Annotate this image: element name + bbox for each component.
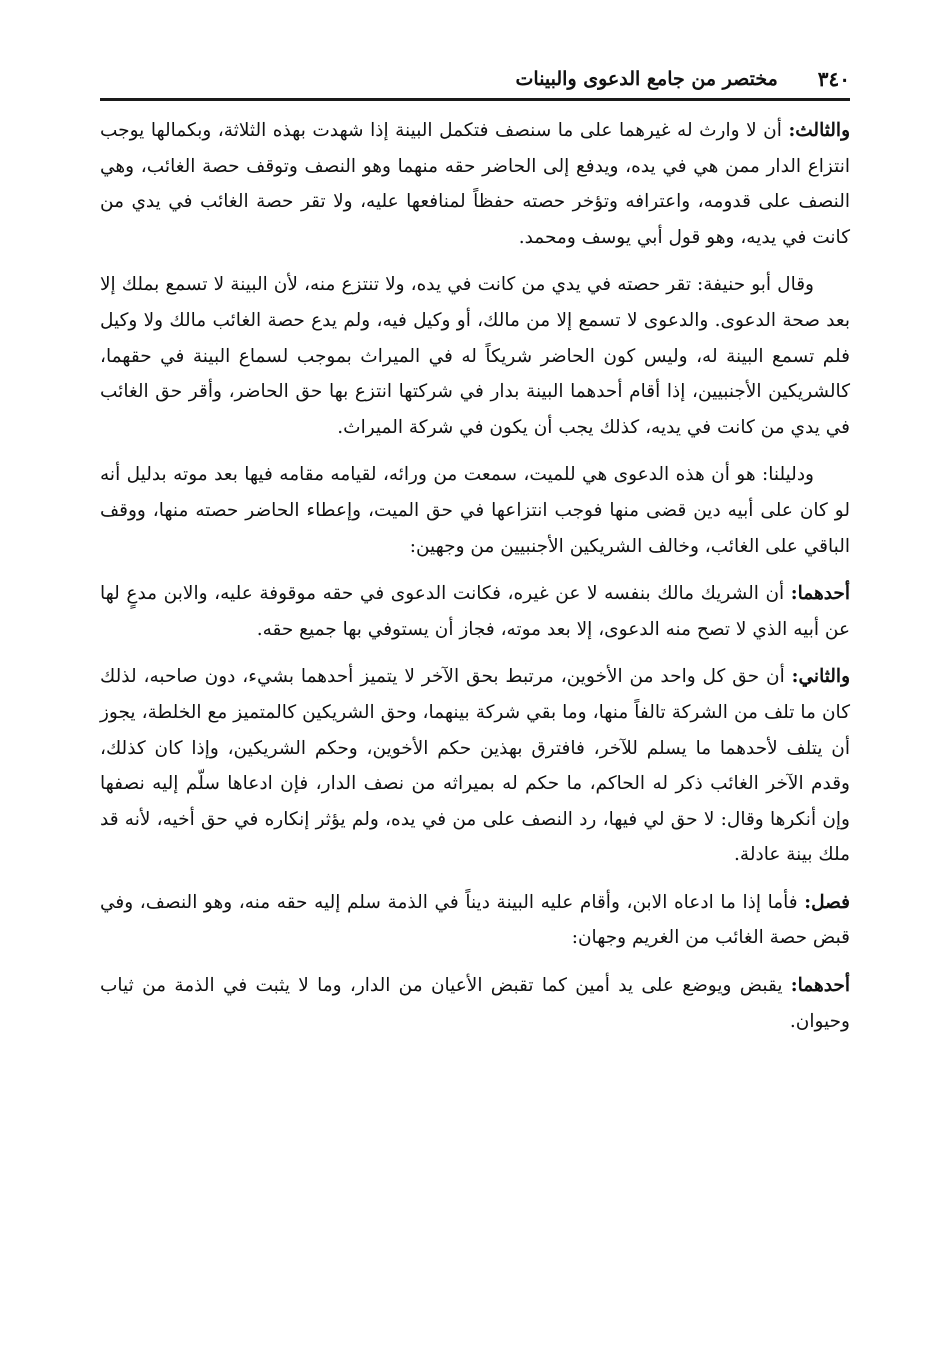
running-header (100, 60, 850, 101)
paragraph-text: أن لا وارث له غيرهما على ما سنصف فتكمل البينة إذا شهدت بهذه الثلاثة، وبكمالها يوجب انتزاع الدار ممن هي في يده، ويدفع إلى الحاضر حقه منهما وهو النصف وتوقف حصة الغائب، وهي النصف على قدومه، واعترافه وتؤخر حصته حفظاً لمنافعها عليه، ولا تقر حصة الغائب في يدي من كانت في يديه، وهو قول أبي يوسف ومحمد. (100, 120, 850, 248)
paragraph-third (100, 113, 850, 255)
paragraph-first-aspect (100, 576, 850, 647)
paragraph-first-view (100, 968, 850, 1039)
paragraph-lead: أحدهما: (790, 583, 850, 605)
paragraph-lead: أحدهما: (790, 975, 850, 997)
paragraph-text: أن حق كل واحد من الأخوين، مرتبط بحق الآخر لا يتميز أحدهما بشيء، دون صاحبه، لذلك كان ما تلف من الشركة تالفاً منها، وما بقي شركة بينهما، وحق الشريكين كالمتميز مع الخلطة، يجوز أن يتلف لأحدهما ما يسلم للآخر، فافترق بهذين حكم الأخوين، وحكم الشريكين، وإذا كان كذلك، وقدم الآخر الغائب ذكر له الحاكم، ما حكم له بميراثه من نصف الدار، فإن ادعاها سلّم إليه نصفها وإن أنكرها وقال: لا حق لي فيها، رد النصف على من في يده، ولم يؤثر إنكاره في حق أخيه، لأنه قد ملك بينة عادلة. (100, 666, 850, 866)
paragraph-second-aspect (100, 659, 850, 873)
body-text (100, 113, 850, 1039)
paragraph-text: ودليلنا: هو أن هذه الدعوى هي للميت، سمعت من ورائه، لقيامه مقامه فيها بعد موته بدليل أنه لو كان على أبيه دين قضى منها فوجب انتزاعها في حق الميت، وإعطاء الحاضر حصته منها، ووقف الباقي على الغائب، وخالف الشريكين الأجنبيين من وجهين: (100, 464, 850, 557)
paragraph-lead: والثاني: (791, 666, 850, 688)
paragraph-text: أن الشريك مالك بنفسه لا عن غيره، فكانت الدعوى في حقه موقوفة عليه، والابن مدعٍ لها عن أبيه الذي لا تصح منه الدعوى، إلا بعد موته، فجاز أن يستوفي بها جميع حقه. (100, 583, 850, 640)
paragraph-text: فأما إذا ما ادعاه الابن، وأقام عليه البينة ديناً في الذمة سلم إليه حقه منه، وهو النصف، وفي قبض حصة الغائب من الغريم وجهان: (100, 891, 850, 949)
page-number: ٣٤٠ (817, 67, 850, 91)
paragraph-abu-hanifa (100, 267, 850, 445)
paragraph-text: وقال أبو حنيفة: تقر حصته في يدي من كانت في يده، ولا تنتزع منه، لأن البينة لا تسمع بملك إلا بعد صحة الدعوى. والدعوى لا تسمع إلا من مالك، أو وكيل فيه، ولم يدع حصة الغائب مالك ولا وكيل فلم تسمع البينة له، وليس كون الحاضر شريكاً له في الميراث بموجب لسماع البينة في حقهما، كالشريكين الأجنبيين، إذا أقام أحدهما البينة بدار في شركتها انتزع بها حق الحاضر، وأقر حق الغائب في يدي من كانت في يديه، كذلك يجب أن يكون في شركة الميراث. (100, 274, 850, 438)
paragraph-text: يقبض ويوضع على يد أمين كما تقبض الأعيان من الدار، وما لا يثبت في الذمة من ثياب وحيوان. (100, 975, 850, 1032)
paragraph-lead: فصل: (804, 891, 850, 913)
paragraph-lead: والثالث: (788, 120, 850, 141)
paragraph-section (100, 885, 850, 956)
book-title: مختصر من جامع الدعوى والبينات (515, 68, 778, 90)
paragraph-evidence (100, 457, 850, 564)
